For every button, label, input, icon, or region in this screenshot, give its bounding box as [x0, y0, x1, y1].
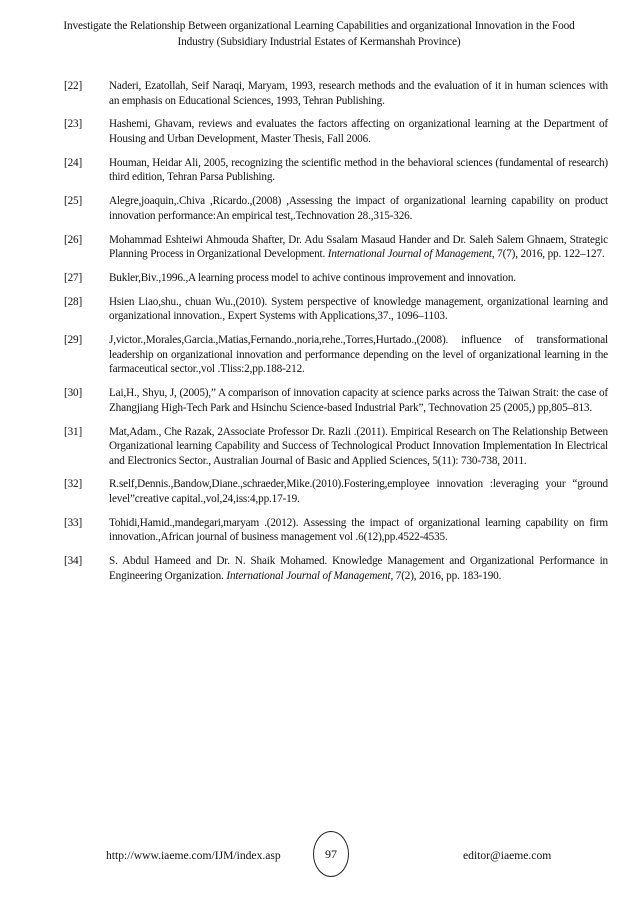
reference-text: [109, 79, 608, 108]
reference-number: [32]: [64, 478, 83, 491]
reference-number: [24]: [64, 156, 83, 169]
reference-item: [60, 295, 608, 324]
reference-number: [25]: [64, 195, 83, 208]
reference-item: [60, 386, 608, 415]
reference-item: [60, 194, 608, 223]
reference-text: [109, 233, 608, 262]
reference-item: [60, 271, 608, 286]
reference-item: [60, 554, 608, 583]
reference-text: [109, 333, 608, 377]
reference-text-part: Tohidi,Hamid.,mandegari,maryam .(2012). Assessing the impact of organizational learning capability on firm innovation.,African journal of business management vol .6(12),pp.4522-4535.: [109, 516, 608, 544]
reference-list: [60, 79, 608, 593]
reference-number: [30]: [64, 387, 83, 400]
reference-text: [109, 386, 608, 415]
reference-text-part: Naderi, Ezatollah, Seif Naraqi, Maryam, 1993, research methods and the evaluation of it in human sciences with an emphasis on Educational Sciences, 1993, Tehran Publishing.: [109, 80, 608, 107]
reference-item: [60, 117, 608, 146]
reference-item: [60, 425, 608, 469]
reference-text: [109, 554, 608, 583]
reference-text-part: J,victor.,Morales,Garcia.,Matias,Fernando.,noria,rehe.,Torres,Hurtado.,(2008). influence of transformational leadership on organizational innovation and performance depending on the level of organizational learning in the farmaceutical sector.,vol .Tliss:2,pp.188-212.: [109, 334, 608, 376]
reference-item: [60, 233, 608, 262]
reference-text-part: Alegre,joaquin,.Chiva ,Ricardo.,(2008) ,Assessing the impact of organizational learning capability on product innovation performance:An empirical test,.Technovation 28.,315-326.: [109, 195, 608, 222]
reference-text: [109, 425, 608, 469]
footer-email-link[interactable]: editor@iaeme.com: [463, 849, 552, 862]
reference-text-part: Mohammad Eshteiwi Ahmouda Shafter, Dr. Adu Ssalam Masaud Hander and Dr. Saleh Salem Ghnaem, Strategic Planning Process in Organizational Development.: [109, 233, 608, 261]
reference-text-part: Mat,Adam., Che Razak, 2Associate Professor Dr. Razli .(2011). Empirical Research on The Relationship Between Organizational learning Capability and Success of Technological Product Innovation Implementation In Electrical and Electronics Sector., Australian Journal of Basic and Applied Sciences, 5(11): 730-738, 2011.: [109, 425, 608, 467]
reference-text-part: Bukler,Biv.,1996.,A learning process model to achive continous improvement and innovation.: [109, 271, 516, 284]
reference-text-part: Hashemi, Ghavam, reviews and evaluates the factors affecting on organizational learning at the Department of Housing and Urban Development, Master Thesis, Fall 2006.: [109, 118, 608, 145]
reference-item: [60, 477, 608, 506]
running-header-line-1: Investigate the Relationship Between organizational Learning Capabilities and organizational Innovation in the Food: [63, 20, 575, 32]
reference-number: [27]: [64, 271, 83, 284]
reference-item: [60, 516, 608, 545]
reference-number: [34]: [64, 555, 83, 568]
reference-text: [109, 156, 608, 185]
reference-text-part: R.self,Dennis.,Bandow,Diane.,schraeder,Mike.(2010).Fostering,employee innovation :leveraging your “ground level”creative capital.,vol,24,iss:4,pp.17-19.: [109, 478, 608, 505]
reference-text: [109, 194, 608, 223]
reference-number: [23]: [64, 118, 83, 131]
page-number: 97: [325, 846, 337, 861]
page-footer: [0, 822, 638, 862]
reference-text-part: , 7(7), 2016, pp. 122–127.: [491, 248, 605, 261]
running-header-line-2: Industry (Subsidiary Industrial Estates of Kermanshah Province): [177, 35, 461, 48]
reference-text: [109, 477, 608, 506]
reference-item: [60, 333, 608, 377]
reference-text: [109, 516, 608, 545]
reference-text: [109, 295, 608, 324]
reference-number: [28]: [64, 295, 83, 308]
reference-number: [31]: [64, 425, 83, 438]
running-header: [40, 19, 598, 50]
reference-text: [109, 117, 608, 146]
reference-text-part: S. Abdul Hameed and Dr. N. Shaik Mohamed. Knowledge Management and Organizational Performance in Engineering Organization.: [109, 555, 608, 582]
reference-number: [33]: [64, 516, 83, 529]
reference-number: [22]: [64, 80, 83, 92]
reference-text-part: Lai,H., Shyu, J, (2005),” A comparison of innovation capacity at science parks across the Taiwan Strait: the case of Zhangjiang High-Tech Park and Hsinchu Science-based Industrial Park”, Technovation 25 (2005,) pp,805–813.: [109, 387, 608, 414]
reference-journal-title: International Journal of Management: [327, 248, 492, 261]
reference-item: [60, 156, 608, 185]
reference-text: [109, 271, 608, 286]
reference-text-part: Houman, Heidar Ali, 2005, recognizing the scientific method in the behavioral sciences (fundamental of research) third edition, Tehran Parsa Publishing.: [109, 156, 608, 184]
page-number-badge: [313, 831, 349, 877]
footer-url-link[interactable]: http://www.iaeme.com/IJM/index.asp: [106, 849, 281, 862]
reference-text-part: , 7(2), 2016, pp. 183-190.: [390, 569, 502, 582]
reference-item: [60, 79, 608, 108]
reference-number: [29]: [64, 334, 83, 347]
reference-journal-title: International Journal of Management: [226, 569, 391, 582]
reference-number: [26]: [64, 233, 83, 246]
reference-text-part: Hsien Liao,shu., chuan Wu.,(2010). System perspective of knowledge management, organizational learning and organizational innovation., Expert Systems with Applications,37., 1096–1103.: [109, 295, 608, 323]
